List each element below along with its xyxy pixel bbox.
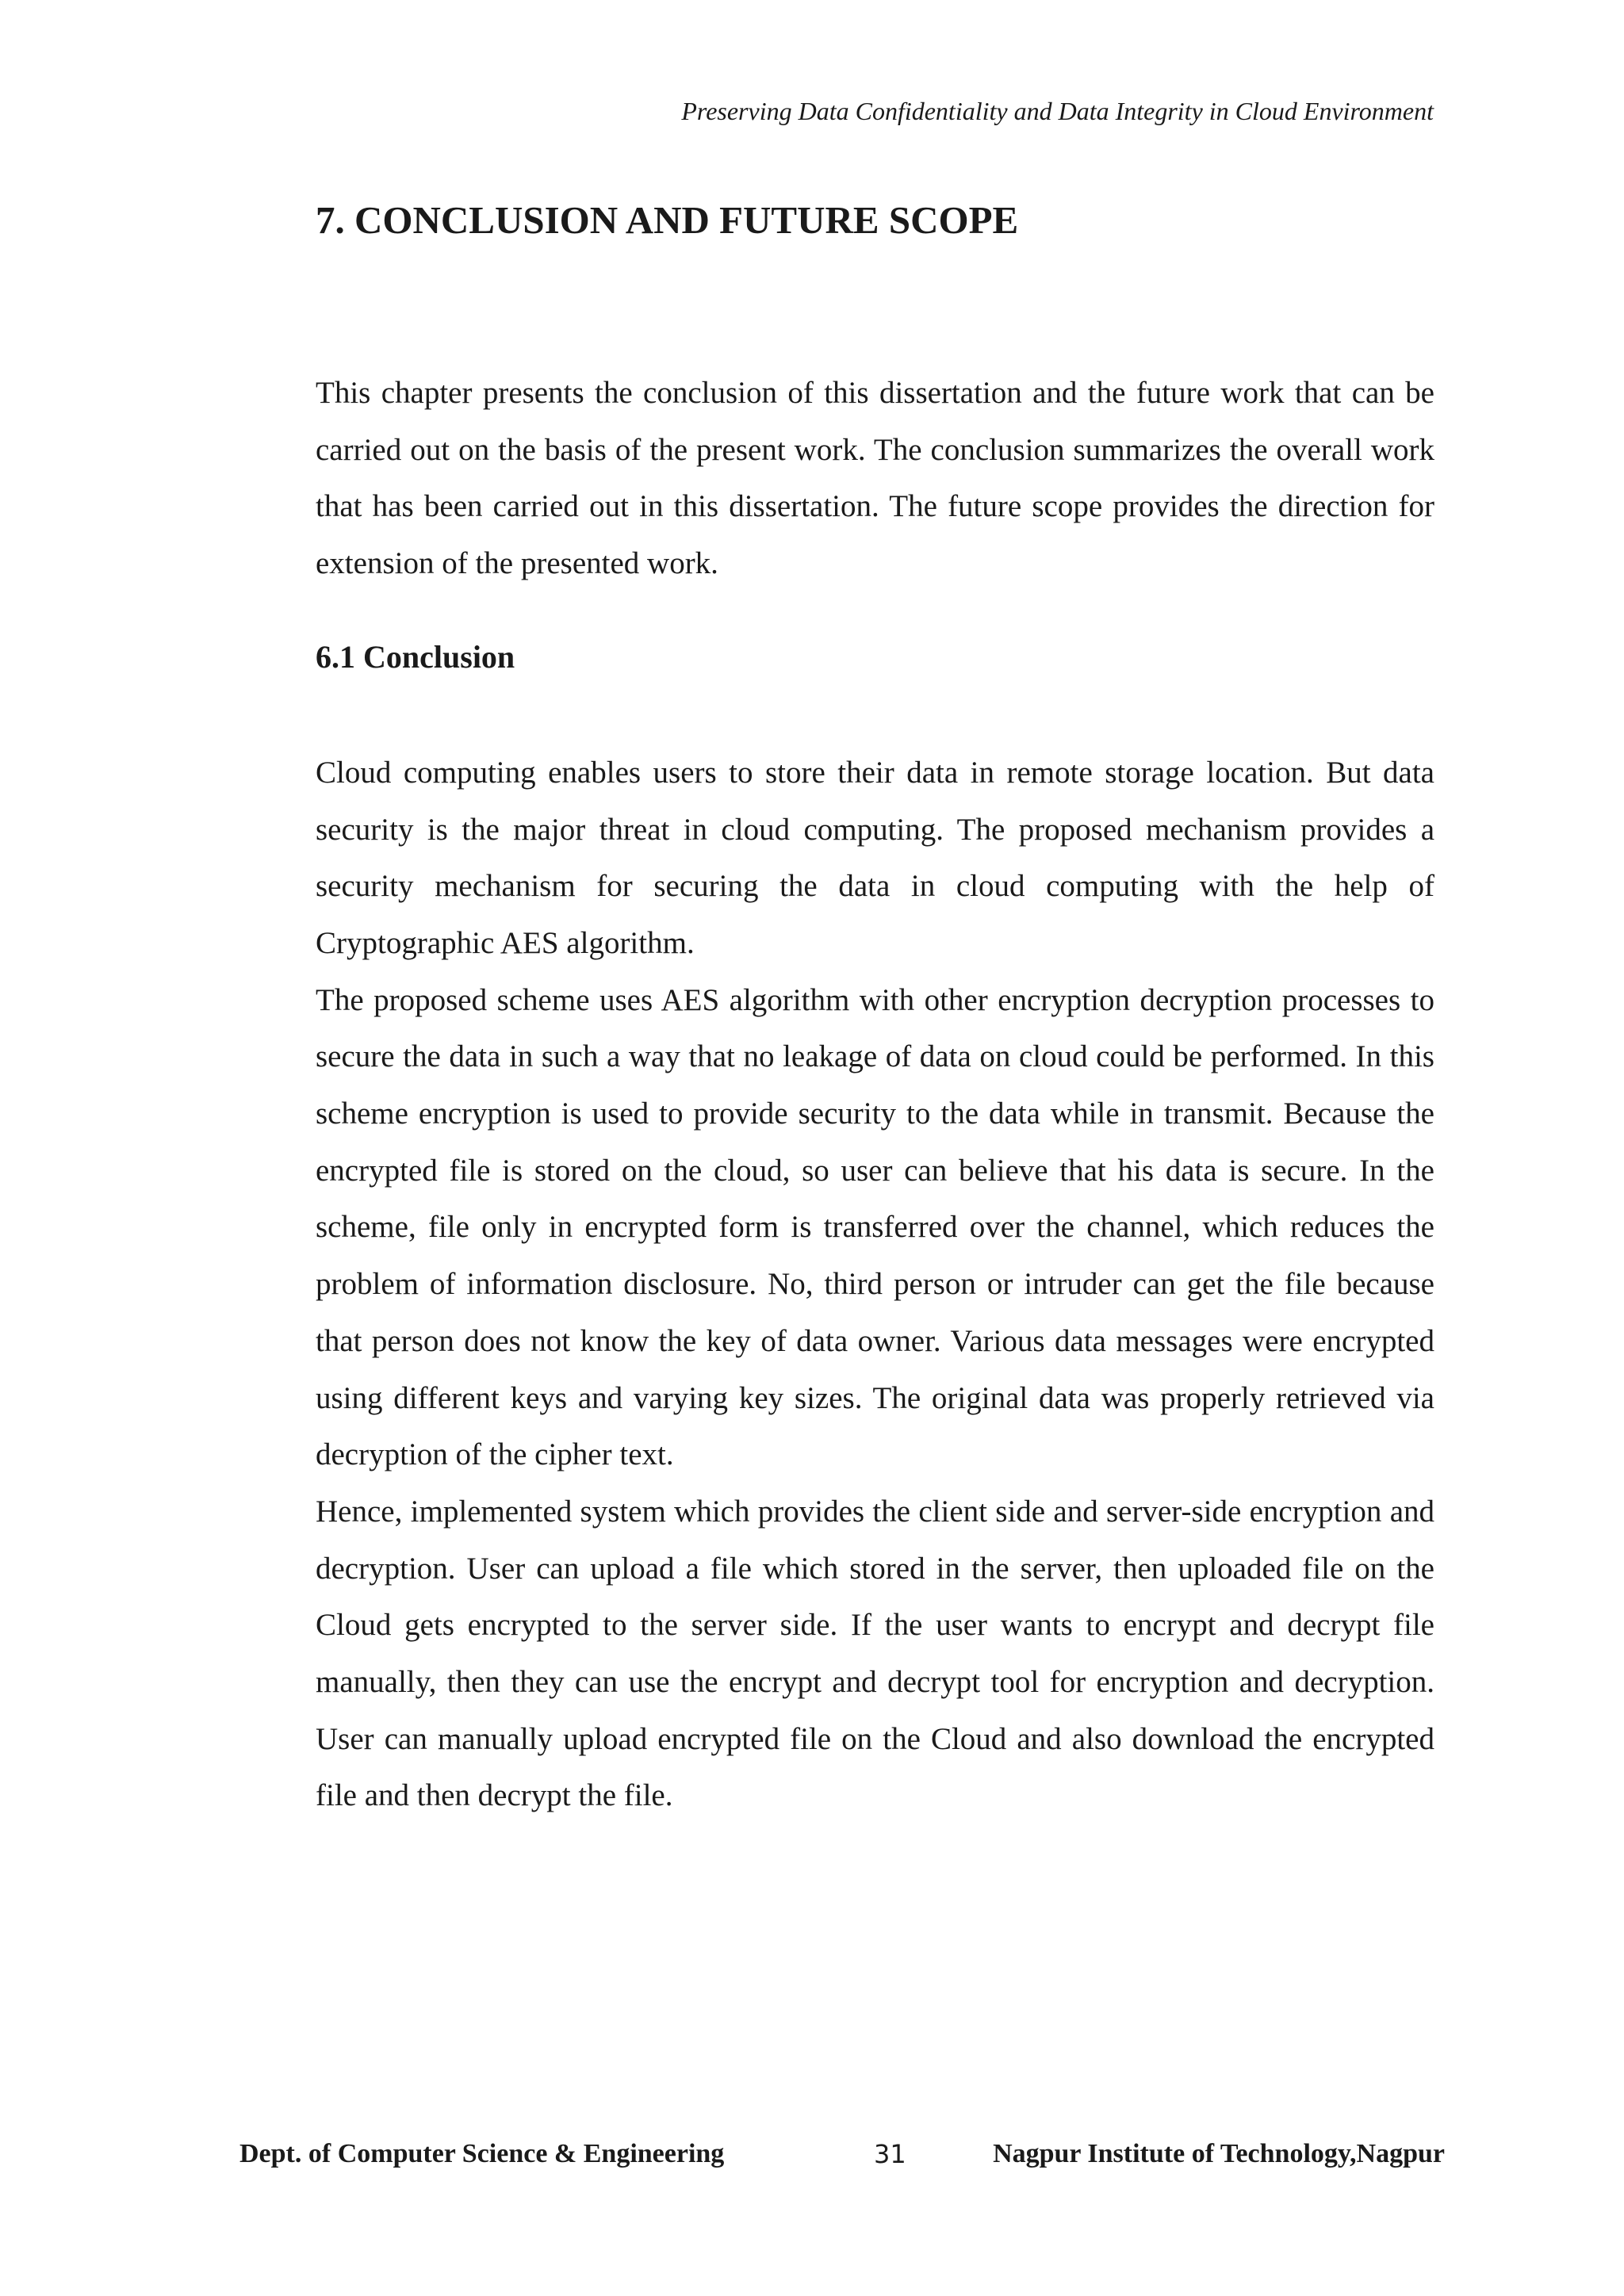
page-number: 31 [874,2139,906,2169]
section-heading: 6.1 Conclusion [316,638,515,675]
section-paragraph: Hence, implemented system which provides the client side and server-side encryption and decryption. User can upload a file which stored in the server, then uploaded file on the Cloud gets encrypted to the server side. If the user wants to encrypt and decrypt file manually, then they can use the encrypt and decrypt tool for encryption and decryption. User can manually upload encrypted file on the Cloud and also download the encrypted file and then decrypt the file. [316,1494,1434,1813]
section-paragraph: Cloud computing enables users to store their data in remote storage location. But data security is the major threat in cloud computing. The proposed mechanism provides a security mechanism for securing the data in cloud computing with the help of Cryptographic AES algorithm. [316,755,1434,960]
running-header: Preserving Data Confidentiality and Data Integrity in Cloud Environment [681,97,1434,125]
page-footer [0,2134,1624,2174]
footer-institute: Nagpur Institute of Technology,Nagpur [993,2139,1445,2168]
section-paragraph: The proposed scheme uses AES algorithm with other encryption decryption processes to secure the data in such a way that no leakage of data on cloud could be performed. In this scheme encryption is used to provide security to the data while in transmit. Because the encrypted file is stored on the cloud, so user can believe that his data is secure. In the scheme, file only in encrypted form is transferred over the channel, which reduces the problem of information disclosure. No, third person or intruder can get the file because that person does not know the key of data owner. Various data messages were encrypted using different keys and varying key sizes. The original data was properly retrieved via decryption of the cipher text. [316,982,1434,1472]
page-body [316,197,1434,1824]
chapter-intro-paragraph: This chapter presents the conclusion of this dissertation and the future work that can be carried out on the basis of the present work. The conclusion summarizes the overall work that has been carried out in this dissertation. The future scope provides the direction for extension of the presented work. [316,376,1434,581]
chapter-title: 7. CONCLUSION AND FUTURE SCOPE [316,198,1019,242]
footer-department: Dept. of Computer Science & Engineering [239,2139,725,2168]
